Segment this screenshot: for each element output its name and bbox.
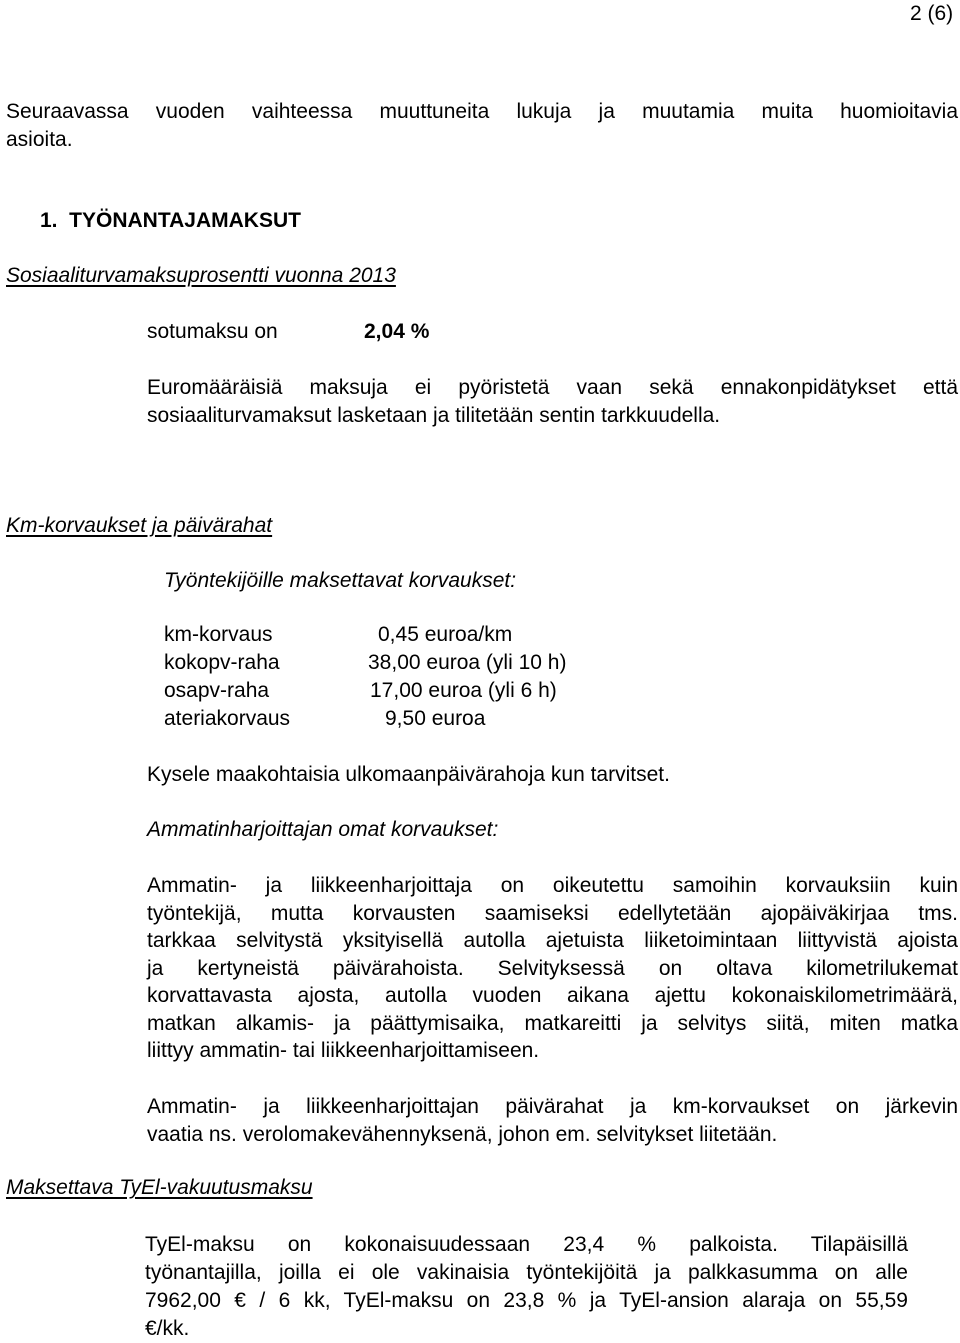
note-line-1: Euromääräisiä maksuja ei pyöristetä vaan sekä ennakonpidätykset että (147, 376, 958, 399)
heading-tyel: Maksettava TyEl-vakuutusmaksu (6, 1176, 313, 1199)
rate-value: 38,00 euroa (yli 10 h) (368, 651, 567, 674)
paragraph-line: korvattavasta ajosta, autolla vuoden aikana ajettu kokonaiskilometrimäärä, (147, 984, 958, 1007)
sotumaksu-label: sotumaksu on (147, 320, 278, 343)
intro-line-2: asioita. (6, 127, 73, 151)
section-heading-tyonantajamaksut: 1. TYÖNANTAJAMAKSUT (40, 209, 301, 232)
paragraph-line: liittyy ammatin- tai liikkeenharjoittamiseen. (147, 1039, 540, 1062)
rate-value: 17,00 euroa (yli 6 h) (370, 679, 557, 702)
rate-row (164, 623, 664, 651)
foreign-allowance-note: Kysele maakohtaisia ulkomaanpäivärahoja kun tarvitset. (147, 763, 670, 786)
paragraph-line: matkan alkamis- ja päättymisaika, matkareitti ja selvitys siitä, miten matka (147, 1011, 958, 1035)
paragraph-line: Ammatin- ja liikkeenharjoittajan päivärahat ja km-korvaukset on järkevin (147, 1095, 958, 1118)
paragraph-line: ja kertyneistä päivärahoista. Selvityksessä on oltava kilometrilukemat (147, 956, 958, 980)
paragraph-line: 7962,00 € / 6 kk, TyEl-maksu on 23,8 % ja TyEl-ansion alaraja on 55,59 (145, 1289, 908, 1312)
paragraph-line: €/kk. (145, 1317, 190, 1340)
rate-label: km-korvaus (164, 623, 273, 646)
deduction-paragraph (147, 1093, 958, 1148)
rate-value: 0,45 euroa/km (378, 623, 513, 646)
subheading-sotu: Sosiaaliturvamaksuprosentti vuonna 2013 (6, 264, 396, 287)
rate-row (164, 651, 664, 679)
tyel-paragraph (145, 1231, 908, 1343)
intro-line-1: Seuraavassa vuoden vaihteessa muuttuneita lukuja ja muutamia muita huomioitavia (6, 100, 958, 123)
paragraph-line: työntekijä, mutta korvausten saamiseksi edellytetään ajopäiväkirjaa tms. (147, 901, 958, 925)
paragraph-line: Ammatin- ja liikkeenharjoittaja on oikeutettu samoihin korvauksiin kuin (147, 874, 958, 897)
rate-label: kokopv-raha (164, 651, 280, 674)
page-number: 2 (6) (910, 2, 954, 25)
rate-label: ateriakorvaus (164, 707, 291, 730)
paragraph-line: TyEl-maksu on kokonaisuudessaan 23,4 % palkoista. Tilapäisillä (145, 1233, 908, 1256)
paragraph-line: vaatia ns. verolomakevähennyksenä, johon em. selvitykset liitetään. (147, 1122, 778, 1146)
paragraph-line: tarkkaa selvitystä yksityisellä autolla ajetuista liiketoimintaan liittyvistä ajoista (147, 929, 958, 952)
paragraph-line: työnantajilla, joilla ei ole vakinaisia työntekijöitä ja palkkasumma on alle (145, 1261, 908, 1284)
rate-row (164, 679, 664, 707)
subheading-trainer-allowances: Ammatinharjoittajan omat korvaukset: (147, 818, 499, 841)
rate-row (164, 707, 664, 735)
heading-km-korvaukset: Km-korvaukset ja päivärahat (6, 514, 273, 537)
note-line-2: sosiaaliturvamaksut lasketaan ja tilitetään sentin tarkkuudella. (147, 403, 721, 427)
euro-rounding-note (147, 374, 958, 429)
subheading-employee-allowances: Työntekijöille maksettavat korvaukset: (164, 569, 517, 592)
rate-value: 9,50 euroa (385, 707, 486, 730)
sotumaksu-value: 2,04 % (364, 320, 430, 343)
trainer-paragraph (147, 872, 958, 1065)
intro-paragraph (6, 98, 958, 153)
rate-label: osapv-raha (164, 679, 270, 702)
